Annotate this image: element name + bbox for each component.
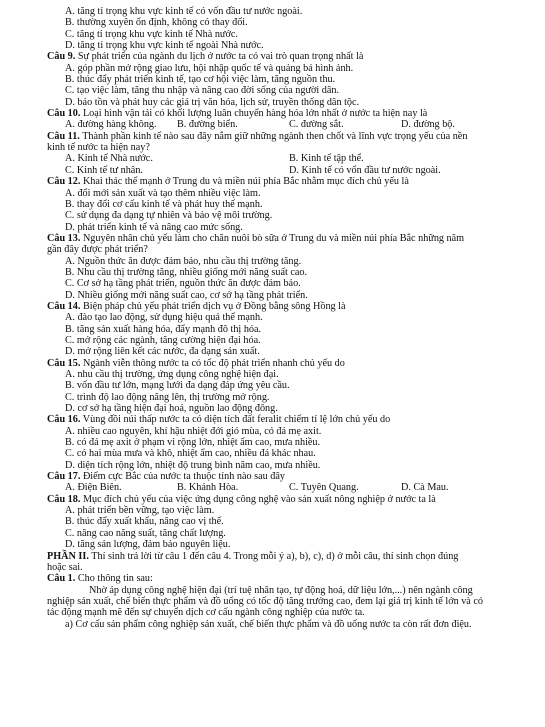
question-label: Câu 15. xyxy=(47,357,81,369)
answer-option: D. mở rộng liên kết các nước, đa dạng sản xuất. xyxy=(65,346,260,358)
question-text: Ngành viễn thông nước ta có tốc độ phát triển nhanh chủ yếu do xyxy=(80,357,345,369)
answer-option: B. thúc đẩy phát triển kinh tế, tạo cơ hội việc làm, tăng nguồn thu. xyxy=(65,74,336,86)
question-line xyxy=(47,176,513,187)
answer-option: B. Khánh Hòa. xyxy=(177,482,239,494)
text-line: nghiệp sản xuất, chế biến thực phẩm và đồ uống có tốc độ tăng trưởng cao, đem lại giá trị kinh tế lớn và có xyxy=(47,595,483,607)
answer-option: D. tăng sản lượng, đảm bảo nguyên liệu. xyxy=(65,539,231,551)
question-label: Câu 14. xyxy=(47,300,81,312)
answer-option: C. sử dụng đa dạng tự nhiên và bảo vệ môi trường. xyxy=(65,210,273,222)
question-text: Mục đích chủ yếu của việc ứng dụng công nghệ vào sản xuất nông nghiệp ở nước ta là xyxy=(80,493,436,505)
answer-option: C. đường sắt. xyxy=(289,119,344,131)
answer-options-row xyxy=(47,119,513,130)
answer-option: D. Cà Mau. xyxy=(401,482,449,494)
question-text: Sự phát triển của ngành du lịch ở nước ta có vai trò quan trọng nhất là xyxy=(75,51,364,63)
paragraph-line: Nhờ áp dụng công nghệ hiện đại (trí tuệ nhân tạo, tự động hoá, dữ liệu lớn,...) nên ngành công xyxy=(89,584,473,596)
answer-option: C. Kinh tế tư nhân. xyxy=(65,164,143,176)
question-text: Thành phần kinh tế nào sau đây nắm giữ những ngành then chốt và lĩnh vực trọng yếu của nền xyxy=(79,130,468,142)
answer-option: B. thường xuyên ổn định, không có thay đổi. xyxy=(65,17,248,29)
answer-options-row xyxy=(47,165,513,176)
answer-options-row xyxy=(47,153,513,164)
answer-option: A. đường hàng không. xyxy=(65,119,157,131)
question-text: Nguyên nhân chủ yếu làm cho chăn nuôi bò sữa ở Trung du và miền núi phía Bắc những năm xyxy=(80,232,465,244)
answer-option: A. đổi mới sản xuất và tạo thêm nhiều việc làm. xyxy=(65,187,261,199)
question-label: Câu 17. xyxy=(47,471,81,483)
answer-option: A. góp phần mở rộng giao lưu, hội nhập quốc tế và quảng bá hình ảnh. xyxy=(65,62,354,74)
answer-option: B. vốn đầu tư lớn, mạng lưới đa dạng đáp ứng yêu cầu. xyxy=(65,380,290,392)
question-line xyxy=(47,494,513,505)
answer-option: A. Kinh tế Nhà nước. xyxy=(65,153,153,165)
question-label: Câu 1. xyxy=(47,573,76,585)
answer-option: A. phát triển bền vững, tạo việc làm. xyxy=(65,505,215,517)
question-line xyxy=(47,51,513,62)
answer-option: D. phát triển kinh tế và nâng cao mức sống. xyxy=(65,221,243,233)
question-text: Vùng đồi núi thấp nước ta có diện tích đất feralit chiếm tỉ lệ lớn chủ yếu do xyxy=(80,414,391,426)
question-label: Câu 11. xyxy=(47,130,80,142)
answer-option: D. Kinh tế có vốn đầu tư nước ngoài. xyxy=(289,164,441,176)
answer-option: C. nâng cao năng suất, tăng chất lượng. xyxy=(65,527,226,539)
question-text: Cho thông tin sau: xyxy=(75,573,153,585)
answer-option: D. cơ sở hạ tầng hiện đại hoá, nguồn lao động đông. xyxy=(65,403,278,415)
question-label: Câu 12. xyxy=(47,176,81,188)
question-label: PHẦN II. xyxy=(47,550,89,562)
question-line xyxy=(47,108,513,119)
answer-option: C. có hai mùa mưa và khô, nhiệt ẩm cao, nhiều đá khác nhau. xyxy=(65,448,316,460)
answer-option: C. Tuyên Quang. xyxy=(289,482,359,494)
answer-option: D. tăng tỉ trọng khu vực kinh tế ngoài Nhà nước. xyxy=(65,40,264,52)
question-label: Câu 9. xyxy=(47,51,76,63)
text-line: hoặc sai. xyxy=(47,561,83,573)
answer-option: B. thúc đẩy xuất khẩu, nâng cao vị thế. xyxy=(65,516,224,528)
answer-option: a) Cơ cấu sản phẩm công nghiệp sản xuất, chế biến thực phẩm và đồ uống nước ta còn rất đơn điệu. xyxy=(65,618,472,630)
answer-options-row xyxy=(47,482,513,493)
answer-option: B. tăng sản xuất hàng hóa, đẩy mạnh đô thị hóa. xyxy=(65,323,262,335)
answer-option: B. có đá mẹ axit ở phạm vi rộng lớn, nhiệt ẩm cao, mưa nhiều. xyxy=(65,437,321,449)
text-line: tác động mạnh mẽ đến sự chuyển dịch cơ cấu ngành công nghiệp của nước ta. xyxy=(47,607,365,619)
text-line: gần đây được phát triển? xyxy=(47,244,148,256)
question-line xyxy=(47,301,513,312)
answer-option: B. đường biển. xyxy=(177,119,238,131)
answer-option: D. đường bộ. xyxy=(401,119,455,131)
question-line xyxy=(47,131,513,142)
question-label: Câu 10. xyxy=(47,108,81,120)
answer-option: D. diện tích rộng lớn, nhiệt độ trung bình năm cao, mưa nhiều. xyxy=(65,459,321,471)
question-text: Điểm cực Bắc của nước ta thuộc tỉnh nào sau đây xyxy=(80,471,285,483)
question-line xyxy=(47,471,513,482)
answer-option: A. Nguồn thức ăn được đảm bảo, nhu cầu thị trường tăng. xyxy=(65,255,302,267)
answer-option: A. đào tạo lao động, sử dụng hiệu quả thế mạnh. xyxy=(65,312,263,324)
answer-option: B. Kinh tế tập thể. xyxy=(289,153,364,165)
answer-option: B. thay đổi cơ cấu kinh tế và phát huy thế mạnh. xyxy=(65,198,263,210)
answer-option: A. tăng tỉ trọng khu vực kinh tế có vốn đầu tư nước ngoài. xyxy=(65,6,303,17)
question-line xyxy=(47,573,513,584)
question-line xyxy=(47,551,513,562)
document-page xyxy=(47,6,513,630)
question-label: Câu 13. xyxy=(47,232,81,244)
question-text: Khai thác thế mạnh ở Trung du và miền núi phía Bắc nhằm mục đích chủ yếu là xyxy=(80,176,409,188)
answer-option: D. Nhiều giống mới năng suất cao, cơ sở hạ tầng phát triển. xyxy=(65,289,308,301)
text-line: kinh tế nước ta hiện nay? xyxy=(47,142,150,154)
answer-option: C. Cơ sở hạ tầng phát triển, nguồn thức ăn được đảm bảo. xyxy=(65,278,301,290)
answer-option: B. Nhu cầu thị trường tăng, nhiều giống mới năng suất cao. xyxy=(65,266,308,278)
question-line xyxy=(47,414,513,425)
answer-option: C. mở rộng các ngành, tăng cường hiện đại hóa. xyxy=(65,334,261,346)
answer-option: A. Điện Biên. xyxy=(65,482,122,494)
question-line xyxy=(47,358,513,369)
answer-option: A. nhiều cao nguyên, khí hậu nhiệt đới gió mùa, có đá mẹ axit. xyxy=(65,425,322,437)
question-text: Thí sinh trả lời từ câu 1 đến câu 4. Trong mỗi ý a), b), c), d) ở mỗi câu, thí sinh chọn đúng xyxy=(88,550,459,562)
answer-option: D. bảo tồn và phát huy các giá trị văn hóa, lịch sử, truyền thống dân tộc. xyxy=(65,96,360,108)
answer-option: C. tạo việc làm, tăng thu nhập và nâng cao đời sống của người dân. xyxy=(65,85,340,97)
answer-option: C. trình độ lao động nâng lên, thị trường mở rộng. xyxy=(65,391,270,403)
question-text: Loại hình vận tải có khối lượng luân chuyển hàng hóa lớn nhất ở nước ta hiện nay là xyxy=(80,108,428,120)
question-label: Câu 16. xyxy=(47,414,81,426)
question-label: Câu 18. xyxy=(47,493,81,505)
question-text: Biện pháp chủ yếu phát triển dịch vụ ở Đồng bằng sông Hồng là xyxy=(80,300,346,312)
answer-option: A. nhu cầu thị trường, ứng dụng công nghệ hiện đại. xyxy=(65,369,279,380)
question-line xyxy=(47,233,513,244)
answer-option: C. tăng tỉ trọng khu vực kinh tế Nhà nước. xyxy=(65,28,238,40)
